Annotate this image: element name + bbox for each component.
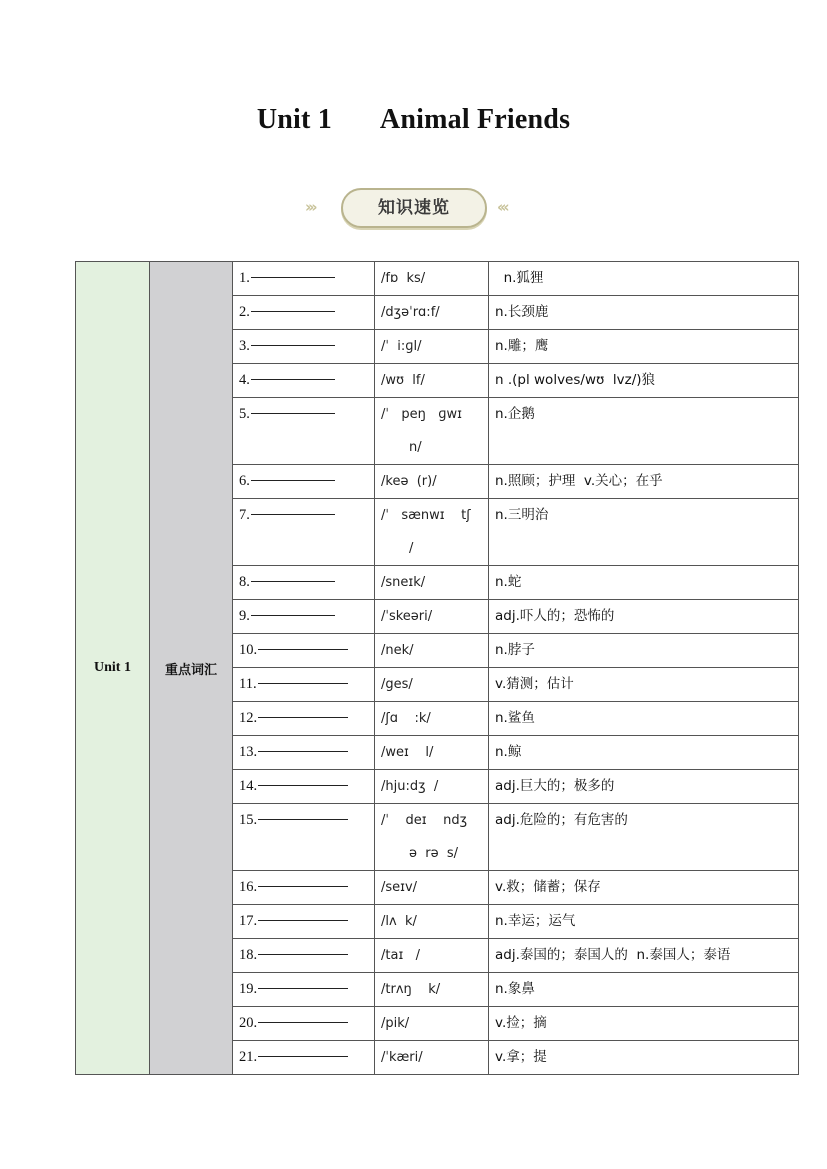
unit-cell: Unit 1 [76,262,150,1075]
phonetic-text: /fɒ ks/ [381,271,426,286]
phonetic-cell [375,736,489,770]
phonetic-text: /ˈskeəri/ [381,609,433,624]
word-blank-cell[interactable] [233,398,375,465]
answer-blank[interactable] [251,479,335,481]
meaning-cell: v.捡；摘 [489,1007,799,1041]
phonetic-cell [375,330,489,364]
phonetic-text: /taɪ / [381,948,421,963]
item-number: 2. [239,304,250,320]
right-arrows-icon: ‹‹‹ [497,198,507,216]
item-number: 7. [239,507,250,523]
answer-blank[interactable] [251,276,335,278]
phonetic-text: /trʌŋ k/ [381,982,441,997]
word-blank-cell[interactable] [233,973,375,1007]
word-blank-cell[interactable] [233,770,375,804]
phonetic-text: /ˈ sænwɪ tʃ [381,508,471,523]
phonetic-text: /ˈ i:ɡl/ [381,339,422,354]
meaning-cell: n.照顾；护理 v.关心；在乎 [489,465,799,499]
item-number: 19. [239,981,258,997]
meaning-cell: n.蛇 [489,566,799,600]
phonetic-text: /ˈkæri/ [381,1050,423,1065]
phonetic-text: /ˈ peŋ ɡwɪ [381,407,462,422]
page-title [0,104,827,136]
answer-blank[interactable] [258,716,348,718]
title-unit: Unit 1 [256,104,332,135]
word-blank-cell[interactable] [233,262,375,296]
word-blank-cell[interactable] [233,905,375,939]
vocabulary-table [75,261,799,1075]
phonetic-text-line2: n/ [409,440,422,455]
word-blank-cell[interactable] [233,736,375,770]
phonetic-cell [375,1041,489,1075]
answer-blank[interactable] [251,310,335,312]
word-blank-cell[interactable] [233,668,375,702]
item-number: 11. [239,676,257,692]
phonetic-cell [375,871,489,905]
phonetic-cell [375,939,489,973]
meaning-cell: n.幸运；运气 [489,905,799,939]
word-blank-cell[interactable] [233,600,375,634]
item-number: 14. [239,778,258,794]
phonetic-text: /pik/ [381,1016,410,1031]
item-number: 21. [239,1049,258,1065]
phonetic-cell [375,634,489,668]
phonetic-text: /seɪv/ [381,880,418,895]
phonetic-cell [375,804,489,871]
item-number: 15. [239,812,258,828]
answer-blank[interactable] [258,784,348,786]
item-number: 5. [239,406,250,422]
meaning-cell: n.鲨鱼 [489,702,799,736]
word-blank-cell[interactable] [233,1007,375,1041]
meaning-cell: n.脖子 [489,634,799,668]
item-number: 17. [239,913,258,929]
word-blank-cell[interactable] [233,364,375,398]
phonetic-text: /ges/ [381,677,413,692]
phonetic-cell [375,566,489,600]
item-number: 18. [239,947,258,963]
phonetic-text: /lʌ k/ [381,914,417,929]
answer-blank[interactable] [258,1055,348,1057]
section-header [0,186,827,228]
word-blank-cell[interactable] [233,1041,375,1075]
answer-blank[interactable] [251,614,335,616]
phonetic-text: /sneɪk/ [381,575,426,590]
phonetic-cell [375,499,489,566]
meaning-cell: n.雕；鹰 [489,330,799,364]
word-blank-cell[interactable] [233,871,375,905]
word-blank-cell[interactable] [233,702,375,736]
answer-blank[interactable] [251,412,335,414]
word-blank-cell[interactable] [233,634,375,668]
phonetic-text: /weɪ l/ [381,745,434,760]
item-number: 3. [239,338,250,354]
phonetic-text: /ˈ deɪ ndʒ [381,813,468,828]
item-number: 13. [239,744,258,760]
word-blank-cell[interactable] [233,939,375,973]
item-number: 16. [239,879,258,895]
word-blank-cell[interactable] [233,804,375,871]
item-number: 4. [239,372,250,388]
meaning-cell: n.长颈鹿 [489,296,799,330]
answer-blank[interactable] [258,682,348,684]
word-blank-cell[interactable] [233,566,375,600]
phonetic-text-line2: / [409,541,414,556]
answer-blank[interactable] [258,987,348,989]
phonetic-cell [375,668,489,702]
phonetic-cell [375,398,489,465]
section-badge: 知识速览 [341,188,487,228]
item-number: 12. [239,710,258,726]
item-number: 1. [239,270,250,286]
answer-blank[interactable] [258,953,348,955]
title-name: Animal Friends [379,104,571,135]
meaning-cell: adj.泰国的；泰国人的 n.泰国人；泰语 [489,939,799,973]
answer-blank[interactable] [251,513,335,515]
answer-blank[interactable] [258,818,348,820]
phonetic-cell [375,296,489,330]
meaning-cell: adj.巨大的；极多的 [489,770,799,804]
phonetic-text-line2: ə rə s/ [409,846,459,861]
phonetic-text: /nek/ [381,643,414,658]
phonetic-cell [375,600,489,634]
word-blank-cell[interactable] [233,296,375,330]
answer-blank[interactable] [251,580,335,582]
phonetic-text: /ʃɑ :k/ [381,711,431,726]
item-number: 6. [239,473,250,489]
meaning-cell: adj.危险的；有危害的 [489,804,799,871]
word-blank-cell[interactable] [233,330,375,364]
answer-blank[interactable] [251,344,335,346]
answer-blank[interactable] [251,378,335,380]
phonetic-cell [375,905,489,939]
meaning-cell: v.拿；提 [489,1041,799,1075]
phonetic-cell [375,262,489,296]
left-arrows-icon: ››› [305,198,315,216]
phonetic-cell [375,702,489,736]
item-number: 8. [239,574,250,590]
meaning-cell: n.鲸 [489,736,799,770]
item-number: 20. [239,1015,258,1031]
meaning-cell: v.猜测；估计 [489,668,799,702]
meaning-cell: n.狐狸 [489,262,799,296]
item-number: 10. [239,642,258,658]
phonetic-cell [375,364,489,398]
phonetic-cell [375,770,489,804]
category-cell: 重点词汇 [150,262,233,1075]
word-blank-cell[interactable] [233,499,375,566]
meaning-cell: adj.吓人的；恐怖的 [489,600,799,634]
meaning-cell: n.三明治 [489,499,799,566]
answer-blank[interactable] [258,648,348,650]
phonetic-text: /dʒəˈrɑ:f/ [381,305,440,320]
answer-blank[interactable] [258,885,348,887]
phonetic-cell [375,465,489,499]
phonetic-cell [375,973,489,1007]
meaning-cell: n .(pl wolves/wʊ lvz/)狼 [489,364,799,398]
table-row [76,262,799,296]
meaning-cell: n.企鹅 [489,398,799,465]
meaning-cell: n.象鼻 [489,973,799,1007]
meaning-cell: v.救；储蓄；保存 [489,871,799,905]
answer-blank[interactable] [258,1021,348,1023]
item-number: 9. [239,608,250,624]
answer-blank[interactable] [258,919,348,921]
word-blank-cell[interactable] [233,465,375,499]
phonetic-cell [375,1007,489,1041]
phonetic-text: /wʊ lf/ [381,373,425,388]
phonetic-text: /hju:dʒ / [381,779,439,794]
phonetic-text: /keə (r)/ [381,474,437,489]
answer-blank[interactable] [258,750,348,752]
